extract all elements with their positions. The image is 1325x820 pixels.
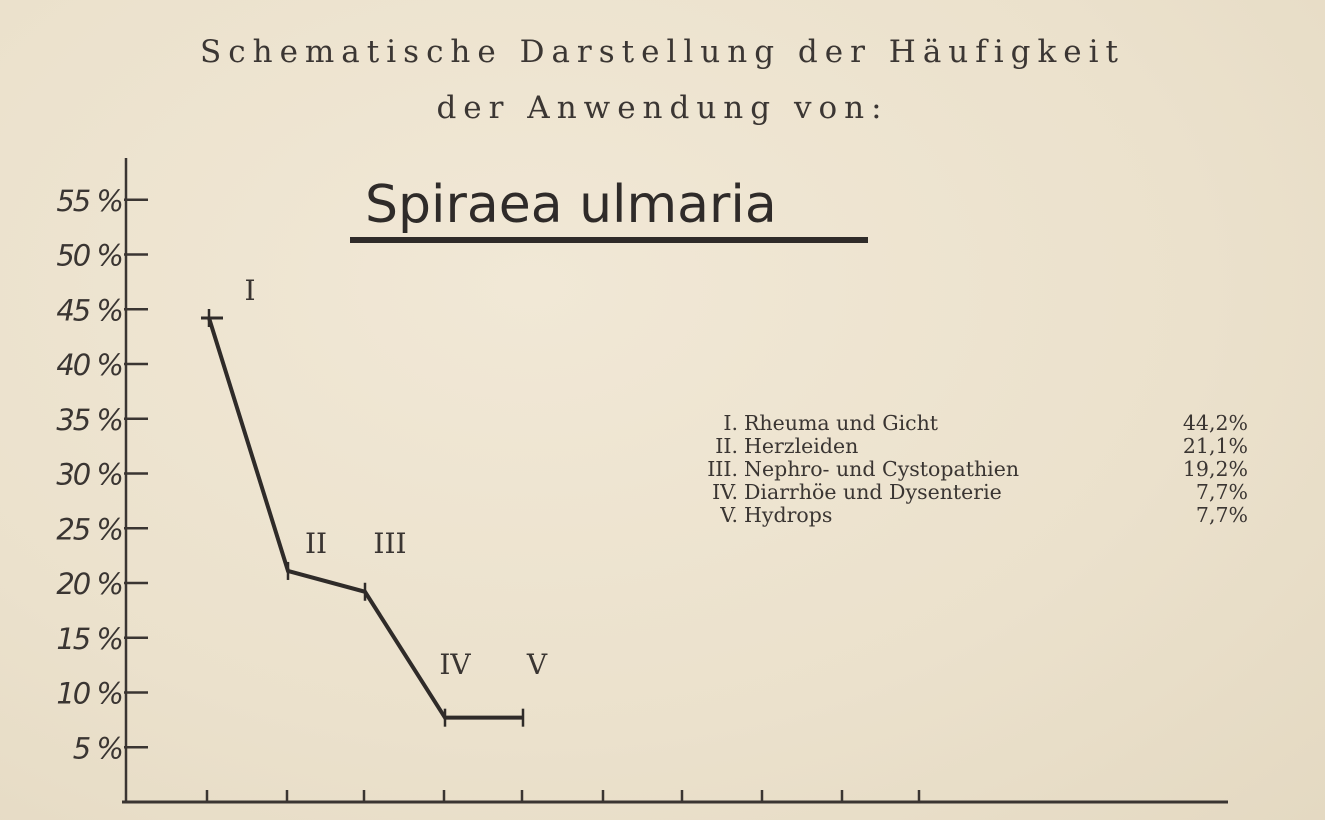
point-label: II — [304, 527, 328, 560]
y-tick-label: 5 % — [72, 731, 122, 766]
legend-item-name: Hydrops — [744, 503, 833, 527]
legend-item-label — [688, 504, 832, 527]
legend-item-number: I. — [723, 411, 738, 435]
legend-item-percent: 44,2% — [1182, 411, 1248, 435]
y-tick-label: 45 % — [56, 293, 122, 328]
y-tick-label: 20 % — [56, 567, 122, 601]
legend-item-label — [688, 481, 1002, 504]
y-tick-label: 30 % — [56, 457, 122, 492]
legend-item-percent: 21,1% — [1182, 434, 1248, 458]
legend-item — [688, 435, 1248, 458]
y-tick-label: 15 % — [56, 621, 122, 656]
point-label: V — [526, 648, 548, 681]
legend-item-name: Diarrhöe und Dysenterie — [744, 480, 1002, 504]
legend-item — [688, 412, 1248, 435]
y-tick-label: 40 % — [56, 348, 122, 382]
legend-item-number: V. — [720, 503, 738, 527]
y-tick-label: 25 % — [56, 512, 122, 547]
legend-item-name: Herzleiden — [744, 434, 859, 458]
chart-heading-line2: der Anwendung von: — [436, 90, 889, 126]
point-label: IV — [439, 648, 471, 681]
series-line — [209, 318, 523, 718]
legend-item-number: IV. — [712, 480, 738, 504]
legend-item-label — [688, 435, 858, 458]
legend-item-label — [688, 458, 1019, 481]
legend-item — [688, 504, 1248, 527]
y-tick-label: 10 % — [56, 676, 122, 711]
legend-item-name: Nephro- und Cystopathien — [744, 457, 1020, 481]
chart-title: Spiraea ulmaria — [365, 175, 777, 235]
chart-heading-line1: Schematische Darstellung der Häufigkeit — [200, 34, 1125, 70]
point-label: III — [373, 527, 407, 560]
legend-item-percent: 7,7% — [1195, 480, 1248, 504]
y-tick-label: 35 % — [56, 402, 122, 437]
legend-item-name: Rheuma und Gicht — [744, 411, 939, 435]
legend-item — [688, 481, 1248, 504]
point-label: I — [244, 274, 256, 307]
y-tick-label: 50 % — [56, 238, 122, 273]
legend-item-label — [688, 412, 938, 435]
legend-item-number: II. — [715, 434, 738, 458]
y-tick-label: 55 % — [56, 183, 122, 218]
chart-legend — [688, 412, 1248, 527]
legend-item — [688, 458, 1248, 481]
legend-item-percent: 19,2% — [1182, 457, 1248, 481]
legend-item-percent: 7,7% — [1195, 503, 1248, 527]
legend-item-number: III. — [707, 457, 738, 481]
